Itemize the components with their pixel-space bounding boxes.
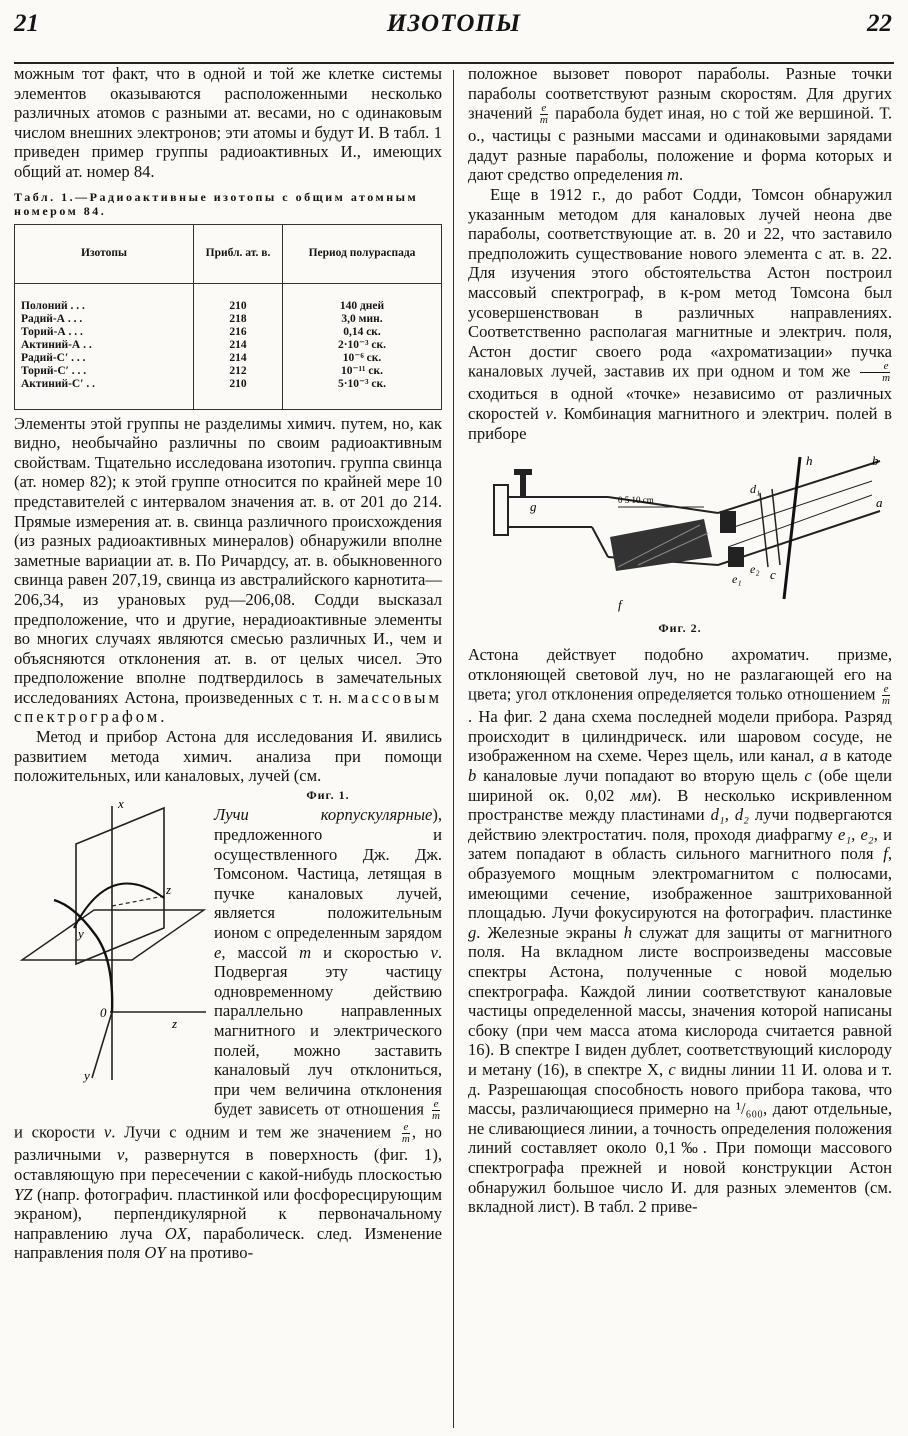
- axis-label-z: z: [166, 881, 172, 897]
- fraction-one-600: ¹/₆₀₀: [736, 1099, 763, 1119]
- atomic-weight-cell: 216: [194, 326, 283, 339]
- label-g: g: [530, 499, 537, 515]
- p3-text: и скорости: [14, 1122, 96, 1142]
- p3-text: ), предложенного и осуществленного Дж. Дж. Томсоном. Частица, летящая в пучке каналовых лучей, является положительным ионом с определенным зарядом: [214, 805, 442, 942]
- paragraph: [14, 414, 442, 728]
- left-column: [14, 64, 442, 1263]
- symbol-g: g: [468, 922, 477, 942]
- atomic-weight-cell: 214: [194, 352, 283, 365]
- table-row: [15, 378, 442, 410]
- label-c: c: [770, 567, 776, 583]
- half-life-cell: 10⁻¹¹ ск.: [283, 365, 442, 378]
- table-header: Изотопы: [15, 224, 194, 283]
- symbol-v: v: [103, 1122, 112, 1142]
- paragraph-text: Астона действует подобно ахроматич. призме, отклоняющей световой луч, но не разлагающей его на цвета; угол отклонения определяется только отношением: [468, 645, 892, 704]
- figure-caption: Фиг. 2.: [658, 621, 702, 636]
- paragraph-text: . Комбинация магнитного и электрич. полей в приборе: [468, 403, 893, 443]
- atomic-weight-cell: 218: [194, 313, 283, 326]
- paragraph-text: каналовые лучи попадают во вторую щель: [483, 766, 798, 786]
- paragraph-text: сходиться в одной «точке» независимо от различных скоростей: [468, 384, 892, 423]
- p3-text: и скоростью: [323, 942, 419, 962]
- fraction-e-m: $\frac{e}{m}$: [860, 361, 890, 384]
- paragraph-text: видны линии 11 И. олова и т. д. Разрешающая способность нового прибора такова, что массы, различающиеся примерно на: [468, 1059, 892, 1119]
- half-life-cell: 5·10⁻³ ск.: [283, 378, 442, 410]
- p3-text: , но различными: [14, 1122, 442, 1165]
- label-e1: e₁: [732, 572, 742, 587]
- axis-label-x: x: [118, 795, 124, 811]
- paragraph-text: , образуемого мощным электромагнитом с полюсами, имеющими сечение, изображенное заштрихованной площадью. Лучи фокусируются на фотографич. пластинке: [468, 844, 892, 923]
- fraction-e-m: $\frac{e}{m}$: [401, 1121, 410, 1146]
- cross-reference: Лучи корпускулярные: [214, 805, 433, 825]
- page-header: [0, 8, 908, 42]
- isotope-name-cell: Актиний-С′ . .: [15, 378, 194, 410]
- symbol-yz: YZ: [14, 1184, 33, 1204]
- symbol-c: c: [668, 1059, 676, 1079]
- p3-text: на противо-: [169, 1243, 254, 1263]
- symbol-e1-e2: e₁, e₂: [838, 824, 874, 844]
- isotope-name-cell: Радий-С′ . . .: [15, 352, 194, 365]
- label-h: h: [806, 453, 813, 469]
- table-row: [15, 339, 442, 352]
- p3-text: . Лучи с одним и тем же значением: [111, 1122, 392, 1142]
- axis-label-y: y: [78, 925, 84, 941]
- paragraph: можным тот факт, что в одной и той же клетке системы элементов оказываются расположенными несколько различных атомов с разными ат. весами, но с одинаковым числом внешних электронов; эти атомы и будут И. В табл. 1 приведен пример группы радиоактивных И., имеющих общий ат. номер 84.: [14, 64, 442, 181]
- fraction-e-m: $\frac{e}{m}$: [432, 1098, 440, 1123]
- paragraph-text: (обе щели шириной ок. 0,02: [468, 766, 893, 805]
- figure-1-diagram: [14, 788, 210, 1088]
- fraction-e-m: $\frac{e}{m}$: [539, 102, 548, 127]
- half-life-cell: 0,14 ск.: [283, 326, 442, 339]
- half-life-cell: 10⁻⁶ ск.: [283, 352, 442, 365]
- table-body: [15, 283, 442, 409]
- symbol-v: v: [117, 1145, 125, 1165]
- table-row: [15, 283, 442, 313]
- symbol-c: c: [804, 766, 812, 786]
- symbol-v: v: [545, 403, 553, 423]
- label-a: a: [876, 495, 883, 511]
- figure-2: [468, 449, 892, 643]
- figure-caption: Фиг. 1.: [306, 787, 350, 802]
- table-header: Период полураспада: [283, 224, 442, 283]
- paragraph-text: служат для защиты от магнитного поля. На вкладном листе воспроизведены массовые спектры Астона, полученные с новой моделью спектрографа. Каждой линии соответствуют каналовые частицы определенной массы, значения которой написаны сбоку (при чем масса атома кислорода считается равной 16). В спектре I виден дублет, соответствующий кислороду и метану (16), в спектре X,: [468, 922, 892, 1079]
- figure-1: [14, 788, 210, 1106]
- table-caption: Табл. 1.—Радиоактивные изотопы с общим атомным номером 84.: [14, 189, 419, 218]
- symbol-ox: OX: [164, 1223, 187, 1243]
- symbol-a: a: [819, 746, 828, 766]
- paragraph-text: Еще в 1912 г., до работ Содди, Томсон обнаружил указанным методом для каналовых лучей неона две параболы, соответствующие ат. в. 20 и 22, что заставило предположить существование нового элемента с ат. в. 22. Для изучения этого обстоятельства Астон построил массовый спектрограф, в к-ром метод Томсона был усовершенствован в различных направлениях. Соответственно располагая магнитные и электрич. поля, Астон достиг своего рода «ахроматизации» пучка каналовых лучей, заставив их при одном и том же: [468, 184, 892, 381]
- paragraph-text: ). В несколько искривленном пространстве между пластинами: [468, 785, 892, 825]
- right-column: [468, 64, 892, 1217]
- isotope-name-cell: Актиний-А . .: [15, 339, 194, 352]
- axis-label-z: z: [172, 1015, 178, 1031]
- p3-text: , параболическ. след. Изменение направления поля: [14, 1223, 442, 1263]
- p3-text: . Подвергая эту частицу одновременному действию параллельно направленных магнитного и электрического полей, можно заставить каналовый луч отклониться, при чем величина отклонения будет зависеть от отношения: [214, 942, 442, 1119]
- isotope-name-cell: Торий-С′ . . .: [15, 365, 194, 378]
- p3-text: (напр. фотографич. пластинкой или фосфоресцирующим экраном), перпендикулярной к первоначальному направлению луча: [14, 1184, 442, 1243]
- table-row: [15, 352, 442, 365]
- symbol-m: m: [299, 942, 312, 962]
- paragraph: [468, 185, 892, 443]
- p3-text: , развернутся в поверхность (фиг. 1), оставляющую при пересечении с какой-нибудь плоскостью: [14, 1145, 442, 1184]
- unit-mm: мм: [630, 785, 652, 805]
- column-divider: [453, 70, 454, 1428]
- paragraph: [468, 645, 892, 1217]
- label-f: f: [618, 597, 622, 613]
- origin-label: 0: [100, 1004, 107, 1020]
- spaced-term: массовым спектрографом.: [14, 687, 443, 727]
- isotope-name-cell: Торий-А . . .: [15, 326, 194, 339]
- label-b: b: [872, 453, 879, 469]
- paragraph-text: , и затем попадают в область сильного магнитного поля: [468, 824, 892, 864]
- symbol-v: v: [430, 942, 438, 962]
- symbol-d1-d2: d₁, d₂: [710, 805, 749, 825]
- paragraph-text: . Железные экраны: [476, 922, 617, 942]
- paragraph-text: . На фиг. 2 дана схема последней модели прибора. Разряд происходит в цилиндрическ. или шаровом сосуде, не изображенном на схеме. Через щель, или канал,: [468, 707, 892, 766]
- paragraph-text: , дают отдельные, не сливающиеся линии, а точность определения положения линий составляет около 0,1‰. При помощи массового спектрографа прежней и новой конструкции Астон обнаружил большое число И. для разных элементов (см. вкладной лист). В табл. 2 приве-: [468, 1099, 892, 1217]
- atomic-weight-cell: 212: [194, 365, 283, 378]
- fraction-e-m: $\frac{e}{m}$: [882, 683, 890, 708]
- isotope-name-cell: Радий-А . . .: [15, 313, 194, 326]
- isotope-name-cell: Полоний . . .: [15, 283, 194, 313]
- label-d1: d₁: [750, 482, 761, 497]
- symbol-m: m: [667, 165, 680, 185]
- paragraph-text: парабола будет иная, но с той же вершиной. Т. о., частицы с разными массами и одинаковыми зарядами дадут разные параболы, положение и форма которых и дают средство определения: [468, 103, 892, 185]
- atomic-weight-cell: 214: [194, 339, 283, 352]
- half-life-cell: 2·10⁻³ ск.: [283, 339, 442, 352]
- symbol-b: b: [468, 766, 477, 786]
- paragraph-text: Элементы этой группы не разделимы химич. путем, но, как видно, необычайно различны по своим радиоактивным свойствам. Тщательно исследована изотопич. группа свинца (ат. номер 82); к этой группе относится по крайней мере 10 представителей с интервалом значения ат. в. от 201 до 214. Прямые измерения ат. в. свинца различного происхождения (из разных радиоактивных минералов) обнаружили вполне заметные вариации ат. в. По Ричардсу, ат. в. обыкновенного свинца равен 207,19, свинца из австралийского карнотита—206,34, из урановых руд—206,08. Содди высказал предположение, что и другие, нерадиоактивные элементы во многих случаях являются смесью различных И., чем и объясняются отклонения ат. в. от целых чисел. Это предположение вполне подтвердилось в замечательных исследованиях Астона, произведенных с т. н.: [14, 413, 442, 707]
- figure-2-diagram: [468, 449, 892, 619]
- half-life-cell: 3,0 мин.: [283, 313, 442, 326]
- half-life-cell: 140 дней: [283, 283, 442, 313]
- page-title: ИЗОТОПЫ: [386, 10, 522, 37]
- scale-label: 0 5 10 cm: [618, 495, 654, 506]
- p3-text: , массой: [221, 942, 288, 962]
- paragraph-text: лучи подвергаются действию электростатич. поля, проходя диафрагму: [468, 805, 892, 844]
- symbol-oy: OY: [144, 1243, 166, 1263]
- paragraph-text: .: [679, 165, 684, 185]
- label-e2: e₂: [750, 562, 760, 577]
- paragraph-text: в катоде: [833, 746, 892, 766]
- page-number-right: 22: [867, 10, 892, 37]
- paragraph: [468, 64, 892, 185]
- page-number-left: 21: [14, 10, 39, 37]
- atomic-weight-cell: 210: [194, 283, 283, 313]
- paragraph-text: положное вызовет поворот параболы. Разные точки параболы соответствуют разным скоростям. Для других значений: [468, 64, 892, 123]
- table-row: [15, 326, 442, 339]
- table-header: Прибл. ат. в.: [194, 224, 283, 283]
- table-row: [15, 365, 442, 378]
- isotope-table: [14, 224, 442, 410]
- p3-start: Метод и прибор Астона для исследования И. явились развитием метода химич. анализа при помощи положительных, или каналовых, лучей (см.: [14, 727, 442, 786]
- atomic-weight-cell: 210: [194, 378, 283, 410]
- axis-label-y: y: [84, 1067, 90, 1083]
- symbol-h: h: [623, 922, 633, 942]
- symbol-f: f: [883, 844, 888, 864]
- table-row: [15, 313, 442, 326]
- symbol-e: e: [214, 942, 222, 962]
